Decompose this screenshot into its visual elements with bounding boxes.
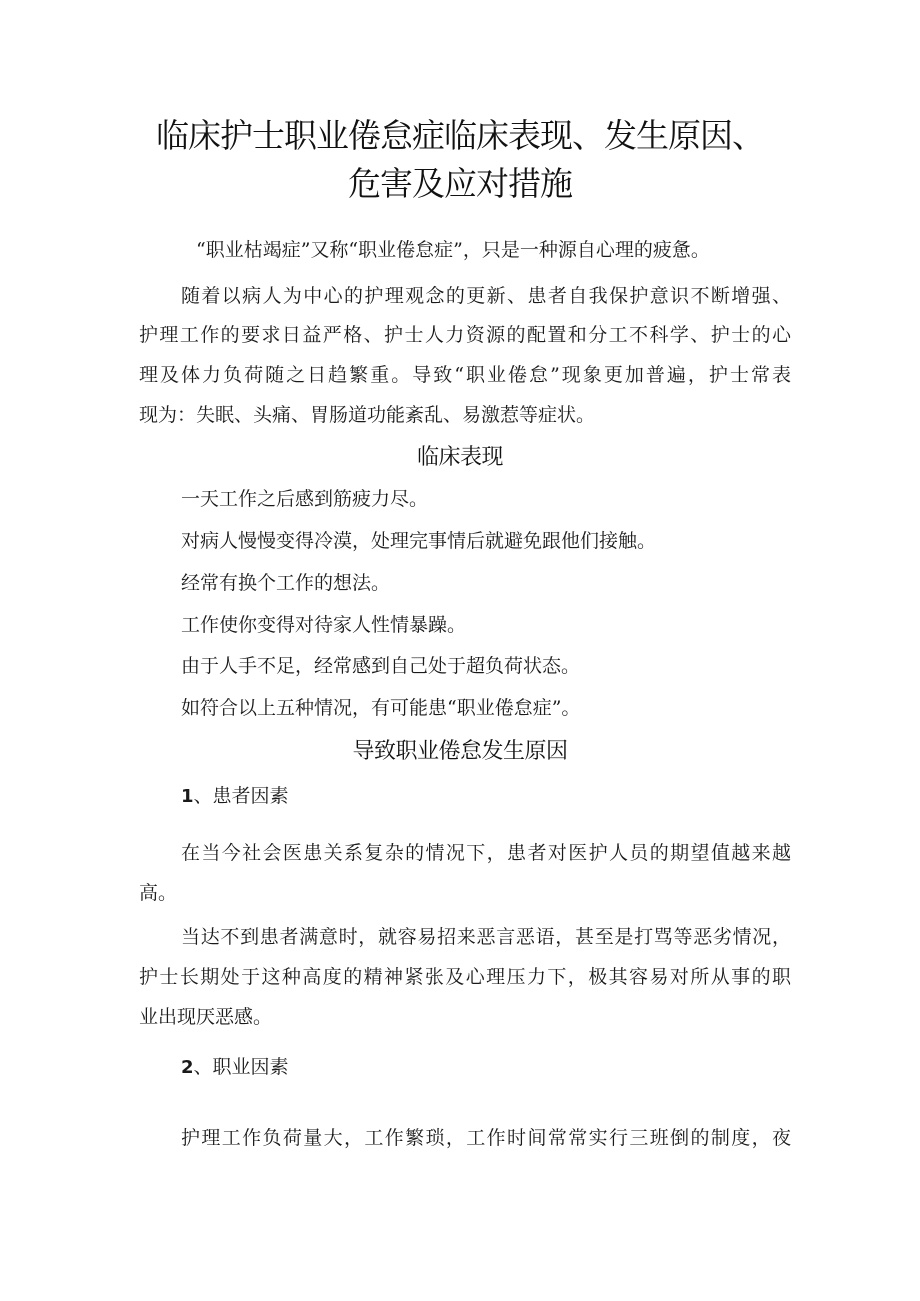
symptom-item-3: 经常有换个工作的想法。 [181,572,391,594]
subheading-occupational-factors [181,1053,289,1082]
subheading-number: 1 [181,786,194,807]
document-title-line-2: 危害及应对措施 [348,164,572,203]
occupational-factors-paragraph-1-line-1: 护理工作负荷量大，工作繁琐，工作时间常常实行三班倒的制度，夜 [181,1127,791,1149]
symptom-item-5: 由于人手不足，经常感到自己处于超负荷状态。 [181,655,581,677]
symptom-conclusion: 如符合以上五种情况，有可能患“职业倦怠症”。 [181,697,581,719]
section-heading-clinical-manifestations: 临床表现 [416,445,503,470]
intro-paragraph-2-line-3: 理及体力负荷随之日趋繁重。导致“职业倦怠”现象更加普遍，护士常表 [139,364,791,386]
patient-factors-paragraph-2-line-3: 业出现厌恶感。 [139,1006,273,1028]
symptom-item-4: 工作使你变得对待家人性情暴躁。 [181,614,467,636]
document-title-line-1: 临床护士职业倦怠症临床表现、发生原因、 [156,116,764,155]
intro-paragraph-2-line-4: 现为：失眠、头痛、胃肠道功能紊乱、易激惹等症状。 [139,404,596,426]
subheading-label: 、患者因素 [193,785,289,807]
intro-paragraph-1: “职业枯竭症”又称“职业倦怠症”，只是一种源自心理的疲惫。 [196,239,710,261]
section-heading-causes: 导致职业倦怠发生原因 [352,739,568,764]
intro-paragraph-2-line-2: 护理工作的要求日益严格、护士人力资源的配置和分工不科学、护士的心 [139,324,791,346]
intro-paragraph-2-line-1: 随着以病人为中心的护理观念的更新、患者自我保护意识不断增强、 [181,285,791,307]
symptom-item-1: 一天工作之后感到筋疲力尽。 [181,488,429,510]
patient-factors-paragraph-2-line-2: 护士长期处于这种高度的精神紧张及心理压力下，极其容易对所从事的职 [139,966,791,988]
subheading-patient-factors [181,782,289,811]
subheading-label: 、职业因素 [193,1056,289,1078]
patient-factors-paragraph-1-line-1: 在当今社会医患关系复杂的情况下，患者对医护人员的期望值越来越 [181,842,791,864]
subheading-number: 2 [181,1057,194,1078]
patient-factors-paragraph-2-line-1: 当达不到患者满意时，就容易招来恶言恶语，甚至是打骂等恶劣情况， [181,926,791,948]
patient-factors-paragraph-1-line-2: 高。 [139,882,178,904]
symptom-item-2: 对病人慢慢变得冷漠，处理完事情后就避免跟他们接触。 [181,530,657,552]
